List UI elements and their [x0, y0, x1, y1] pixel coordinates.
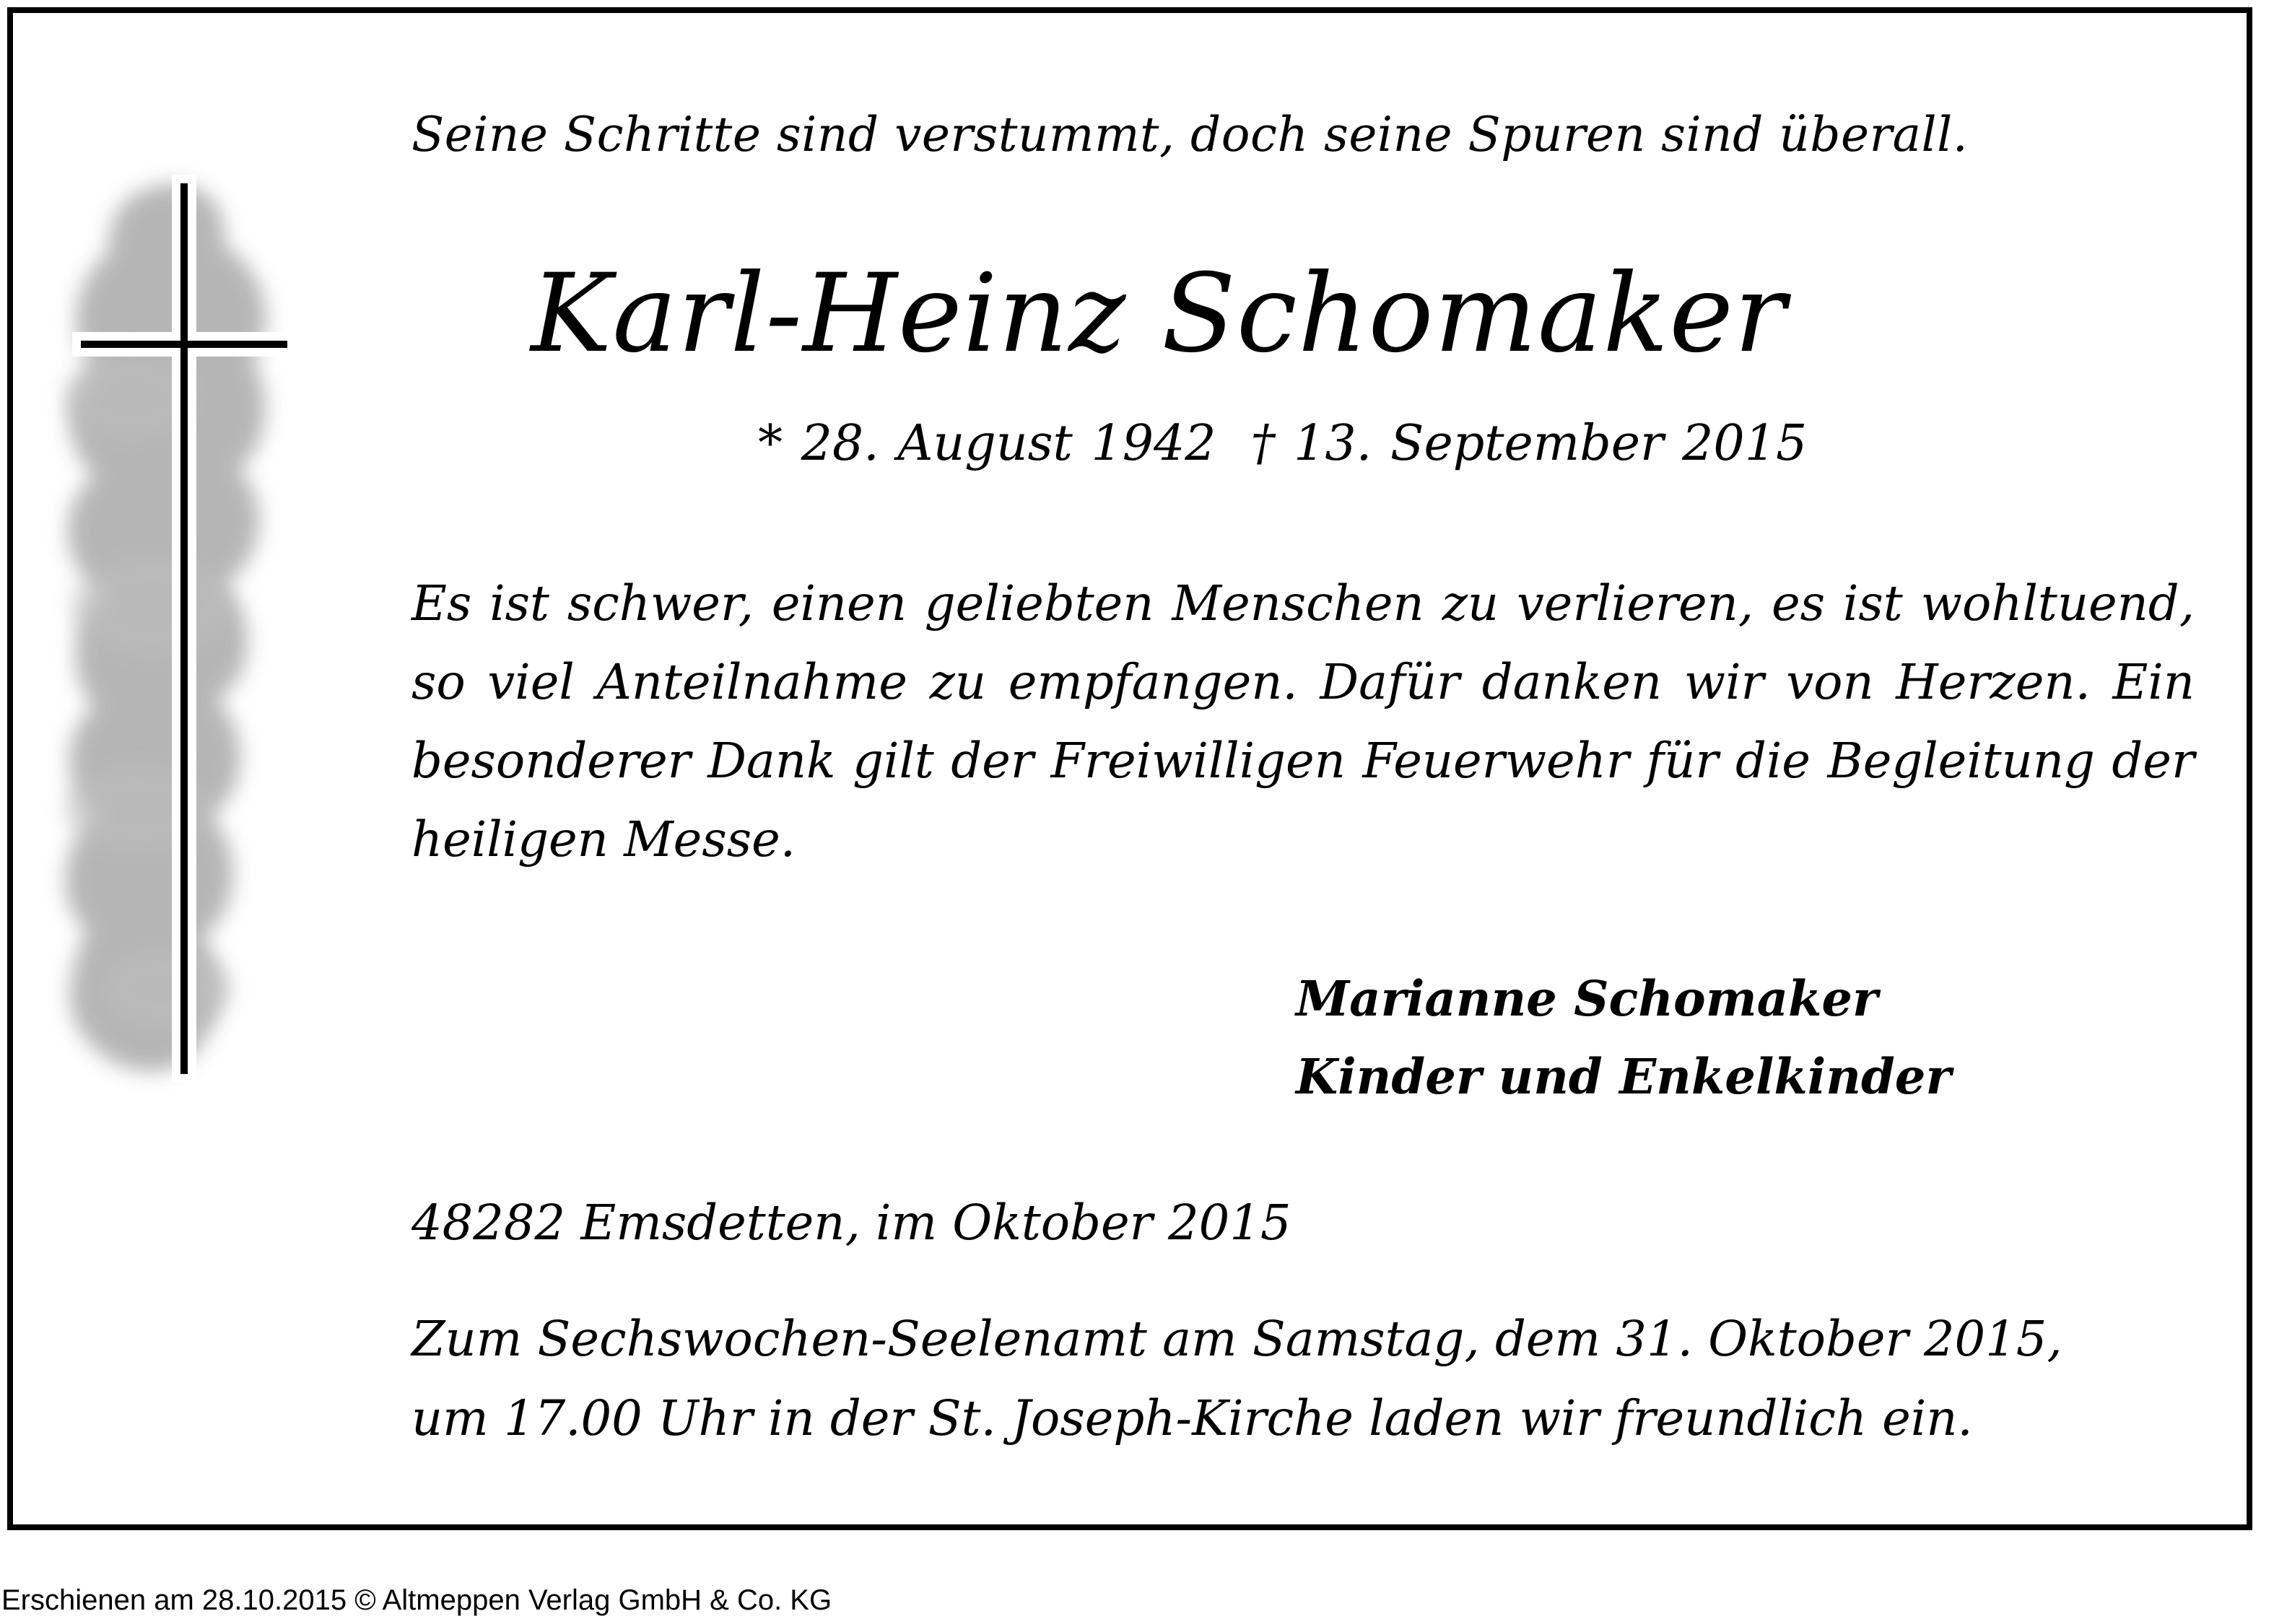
message-paragraph: Es ist schwer, einen geliebten Menschen zu verlieren, es ist wohltuend, so viel Anteilnahme zu empfangen. Dafür danken wir von Herzen. Ein besonderer Dank gilt der Freiwilligen Feuerwehr für die Begleitung der heiligen Messe.	[411, 575, 2195, 868]
birth-date: * 28. August 1942	[758, 415, 1216, 472]
publication-footer: Erschienen am 28.10.2015 © Altmeppen Verlag GmbH & Co. KG	[1, 1584, 832, 1616]
signature-line-2: Kinder und Enkelkinder	[1296, 1048, 1951, 1105]
invitation-line-1: Zum Sechswochen-Seelenamt am Samstag, dem 31. Oktober 2015,	[411, 1311, 2062, 1367]
life-dates	[758, 415, 1807, 472]
deceased-name: Karl-Heinz Schomaker	[531, 251, 1787, 377]
invitation-text	[411, 1299, 2062, 1458]
signature-block	[1296, 960, 1951, 1116]
signature-line-1: Marianne Schomaker	[1296, 970, 1878, 1027]
thank-you-message	[411, 564, 2195, 879]
death-date: † 13. September 2015	[1250, 415, 1808, 472]
invitation-line-2: um 17.00 Uhr in der St. Joseph-Kirche laden wir freundlich ein.	[411, 1390, 1973, 1446]
place-date: 48282 Emsdetten, im Oktober 2015	[411, 1195, 1291, 1251]
motto-text: Seine Schritte sind verstummt, doch seine Spuren sind überall.	[411, 107, 1969, 162]
